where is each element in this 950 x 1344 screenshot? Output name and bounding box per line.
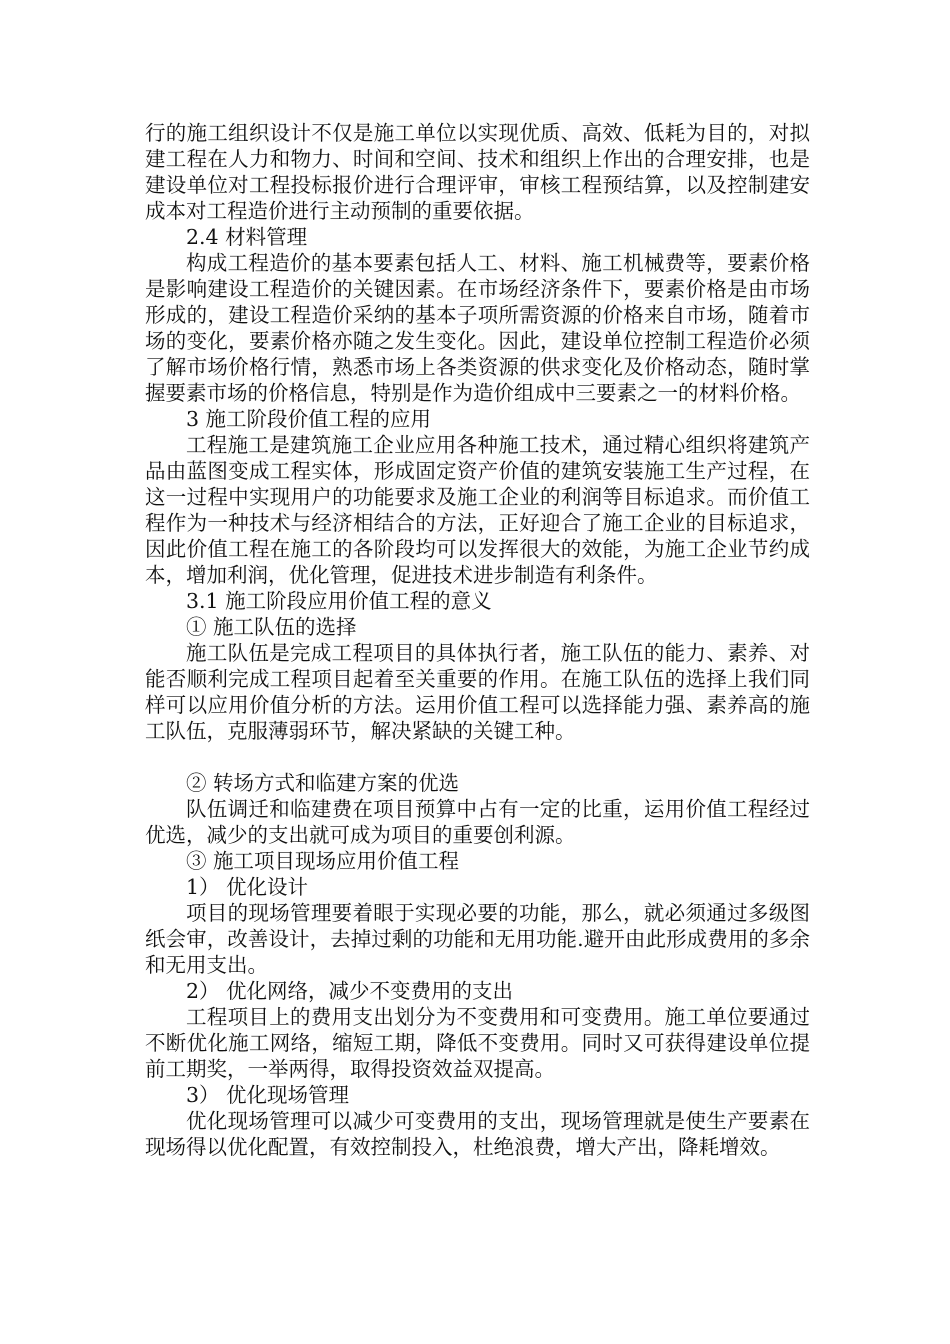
document-page — [145, 120, 810, 1160]
paragraph-construction: 工程施工是建筑施工企业应用各种施工技术，通过精心组织将建筑产品由蓝图变成工程实体，形成固定资产价值的建筑安装施工生产过程，在这一过程中实现用户的功能要求及施工企业的利润等目标追求。而价值工程作为一种技术与经济相结合的方法，正好迎合了施工企业的目标追求，因此价值工程在施工的各阶段均可以发挥很大的效能，为施工企业节约成本，增加利润，优化管理，促进技术进步制造有利条件。 — [145, 433, 810, 587]
subheading-optimize-site-management: 3） 优化现场管理 — [186, 1083, 350, 1107]
paragraph-optimize-site-management: 优化现场管理可以减少可变费用的支出，现场管理就是使生产要素在现场得以优化配置，有效控制投入，杜绝浪费，增大产出，降耗增效。 — [145, 1109, 810, 1159]
subheading-transfer-temporary: ② 转场方式和临建方案的优选 — [186, 771, 460, 795]
blank-line — [145, 744, 810, 770]
subheading-site-value-engineering: ③ 施工项目现场应用价值工程 — [186, 849, 460, 873]
subheading-team-selection: ① 施工队伍的选择 — [186, 615, 357, 639]
subheading-optimize-design: 1） 优化设计 — [186, 875, 309, 899]
paragraph-optimize-network: 工程项目上的费用支出划分为不变费用和可变费用。施工单位要通过不断优化施工网络，缩短工期，降低不变费用。同时又可获得建设单位提前工期奖，一举两得，取得投资效益双提高。 — [145, 1005, 810, 1081]
paragraph-transfer-temporary: 队伍调迁和临建费在项目预算中占有一定的比重，运用价值工程经过优选，减少的支出就可成为项目的重要创利源。 — [145, 797, 810, 847]
section-heading-2-4: 2.4 材料管理 — [186, 225, 308, 249]
paragraph-optimize-design: 项目的现场管理要着眼于实现必要的功能，那么，就必须通过多级图纸会审，改善设计，去掉过剩的功能和无用功能.避开由此形成费用的多余和无用支出。 — [145, 901, 810, 977]
section-heading-3-1: 3.1 施工阶段应用价值工程的意义 — [186, 589, 492, 613]
section-heading-3: 3 施工阶段价值工程的应用 — [186, 407, 432, 431]
subheading-optimize-network: 2） 优化网络，减少不变费用的支出 — [186, 979, 514, 1003]
paragraph-material-management: 构成工程造价的基本要素包括人工、材料、施工机械费等，要素价格是影响建设工程造价的关键因素。在市场经济条件下，要素价格是由市场形成的，建设工程造价采纳的基本子项所需资源的价格来自市场，随着市场的变化，要素价格亦随之发生变化。因此，建设单位控制工程造价必须了解市场价格行情，熟悉市场上各类资源的供求变化及价格动态，随时掌握要素市场的价格信息，特别是作为造价组成中三要素之一的材料价格。 — [145, 251, 810, 405]
paragraph-continuation: 行的施工组织设计不仅是施工单位以实现优质、高效、低耗为目的，对拟建工程在人力和物力、时间和空间、技术和组织上作出的合理安排，也是建设单位对工程投标报价进行合理评审，审核工程预结算，以及控制建安成本对工程造价进行主动预制的重要依据。 — [145, 121, 810, 223]
paragraph-team-selection: 施工队伍是完成工程项目的具体执行者，施工队伍的能力、素养、对能否顺利完成工程项目起着至关重要的作用。在施工队伍的选择上我们同样可以应用价值分析的方法。运用价值工程可以选择能力强、素养高的施工队伍，克服薄弱环节，解决紧缺的关键工种。 — [145, 641, 810, 743]
